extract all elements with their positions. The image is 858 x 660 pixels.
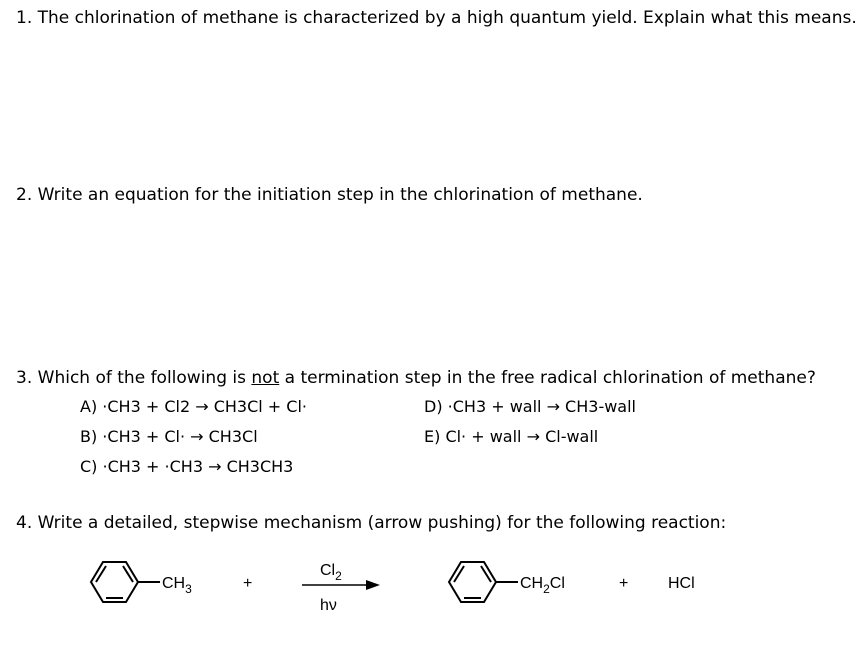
- question-4: [16, 513, 726, 533]
- byproduct-label: HCl: [668, 575, 695, 592]
- question-emphasis: not: [251, 368, 280, 388]
- product-group: $CH_2Cl$: [520, 575, 565, 596]
- question-number: 4.: [16, 513, 33, 533]
- option-b: B) ·CH3 + Cl· → CH3Cl: [80, 427, 258, 446]
- question-text-after: a termination step in the free radical chlorination of methane?: [279, 368, 816, 388]
- benzene-ring-product: [449, 562, 518, 602]
- reagent-label: $Cl_2$: [320, 562, 342, 583]
- reactant-methyl-group: $CH_3$: [162, 575, 192, 596]
- reaction-scheme: [0, 548, 858, 648]
- question-text: Write a detailed, stepwise mechanism (arrow pushing) for the following reaction:: [37, 513, 727, 533]
- benzene-ring-reactant: [91, 562, 160, 602]
- condition-label: hν: [320, 597, 337, 614]
- question-1: [16, 8, 857, 28]
- option-d: D) ·CH3 + wall → CH3-wall: [424, 397, 636, 416]
- question-2: [16, 185, 643, 205]
- question-3: [16, 368, 816, 388]
- question-number: 3.: [16, 368, 33, 388]
- option-e: E) Cl· + wall → Cl-wall: [424, 427, 599, 446]
- plus-sign-1: +: [243, 575, 253, 592]
- option-c: C) ·CH3 + ·CH3 → CH3CH3: [80, 457, 294, 476]
- option-a: A) ·CH3 + Cl2 → CH3Cl + Cl·: [80, 397, 307, 416]
- question-number: 2.: [16, 185, 33, 205]
- plus-sign-2: +: [619, 575, 629, 592]
- question-text: Write an equation for the initiation step in the chlorination of methane.: [37, 185, 643, 205]
- question-text: The chlorination of methane is characterized by a high quantum yield. Explain what this means.: [37, 8, 857, 28]
- question-text-before: Which of the following is: [37, 368, 252, 388]
- reaction-svg: [0, 548, 858, 648]
- question-number: 1.: [16, 8, 33, 28]
